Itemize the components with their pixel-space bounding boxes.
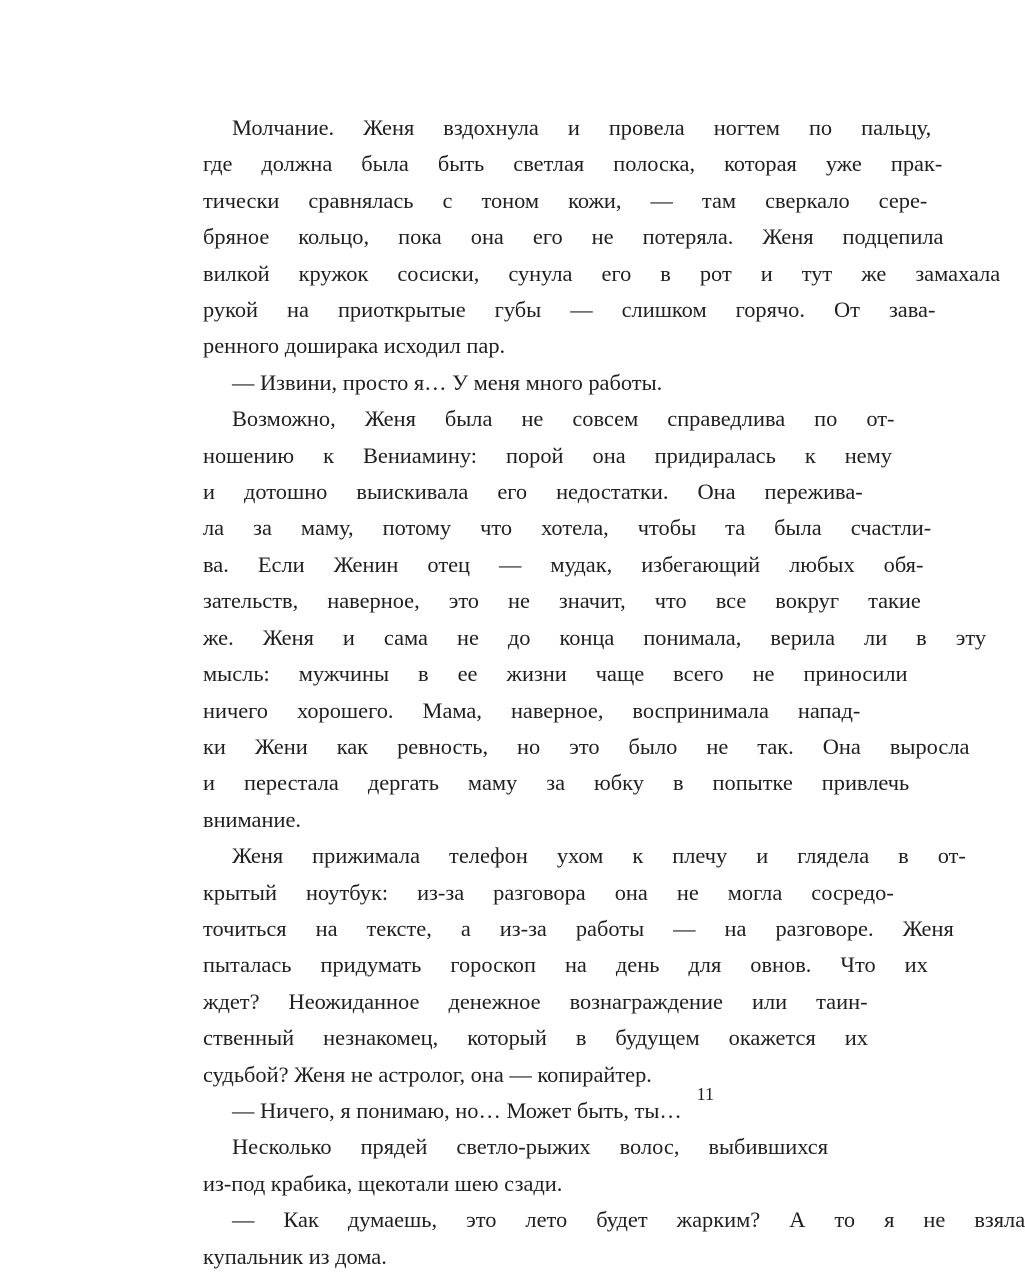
paragraph bbox=[174, 1202, 1025, 1275]
text-line: точиться на тексте, а из-за работы — на разговоре. Женя bbox=[203, 915, 954, 941]
text-line: ла за маму, потому что хотела, чтобы та была счастли- bbox=[203, 515, 932, 541]
text-line: ки Жени как ревность, но это было не так. Она выросла bbox=[203, 733, 970, 759]
text-line: ренного доширака исходил пар. bbox=[203, 333, 506, 359]
text-line: зательств, наверное, это не значит, что все вокруг такие bbox=[203, 588, 921, 614]
text-line: ственный незнакомец, который в будущем окажется их bbox=[203, 1025, 868, 1051]
text-line: Молчание. Женя вздохнула и провела ногтем по пальцу, bbox=[232, 115, 932, 140]
text-line: ношению к Вениамину: порой она придиралась к нему bbox=[203, 442, 892, 468]
text-line: мысль: мужчины в ее жизни чаще всего не приносили bbox=[203, 661, 908, 687]
paragraph bbox=[174, 1093, 714, 1129]
text-line: пыталась придумать гороскоп на день для овнов. Что их bbox=[203, 952, 928, 978]
paragraph bbox=[174, 365, 714, 401]
text-line: же. Женя и сама не до конца понимала, верила ли в эту bbox=[203, 624, 987, 650]
text-line: и дотошно выискивала его недостатки. Она пережива- bbox=[203, 479, 863, 505]
text-line: из-под крабика, щекотали шею сзади. bbox=[203, 1170, 563, 1196]
text-line: Возможно, Женя была не совсем справедлива по от- bbox=[232, 406, 895, 432]
page-number: 11 bbox=[696, 1084, 714, 1104]
text-line: бряное кольцо, пока она его не потеряла. Женя подцепила bbox=[203, 224, 944, 250]
text-line: где должна была быть светлая полоска, которая уже прак- bbox=[203, 151, 943, 177]
text-line: судьбой? Женя не астролог, она — копирайтер. bbox=[203, 1061, 652, 1087]
text-line: — Извини, просто я… У меня много работы. bbox=[232, 369, 663, 395]
text-line: — Как думаешь, это лето будет жарким? А то я не взяла bbox=[232, 1207, 1025, 1233]
paragraph bbox=[174, 1129, 829, 1202]
text-line: рукой на приоткрытые губы — слишком горячо. От зава- bbox=[203, 297, 936, 323]
text-line: тически сравнялась с тоном кожи, — там сверкало сере- bbox=[203, 187, 928, 213]
text-line: Несколько прядей светло-рыжих волос, выбившихся bbox=[232, 1134, 829, 1160]
body-text bbox=[174, 110, 1025, 1275]
text-line: Женя прижимала телефон ухом к плечу и глядела в от- bbox=[232, 843, 966, 869]
text-line: купальник из дома. bbox=[203, 1243, 387, 1269]
paragraph bbox=[174, 401, 987, 838]
paragraph bbox=[174, 838, 966, 1093]
text-line: крытый ноутбук: из-за разговора она не могла сосредо- bbox=[203, 879, 894, 905]
text-line: ва. Если Женин отец — мудак, избегающий любых обя- bbox=[203, 551, 924, 577]
text-line: и перестала дергать маму за юбку в попытке привлечь bbox=[203, 770, 910, 796]
paragraph bbox=[174, 110, 1001, 365]
text-line: ждет? Неожиданное денежное вознаграждение или таин- bbox=[203, 988, 868, 1014]
text-line: внимание. bbox=[203, 806, 301, 832]
text-line: ничего хорошего. Мама, наверное, воспринимала напад- bbox=[203, 697, 861, 723]
text-line: вилкой кружок сосиски, сунула его в рот и тут же замахала bbox=[203, 260, 1001, 286]
text-line: — Ничего, я понимаю, но… Может быть, ты… bbox=[232, 1097, 682, 1123]
